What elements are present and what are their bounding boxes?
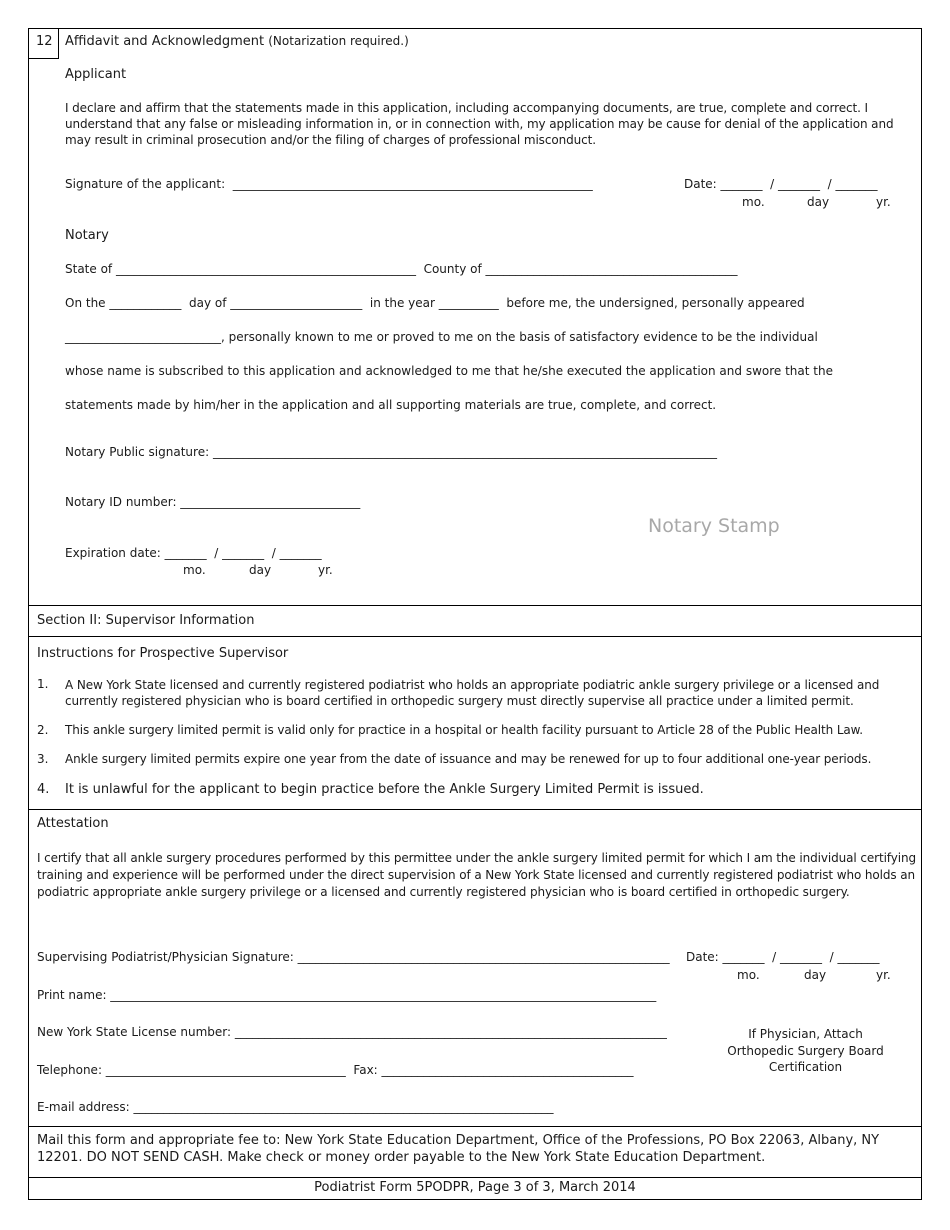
attestation-heading: Attestation: [37, 816, 109, 831]
date-day-label: day: [807, 195, 830, 209]
state-county-field[interactable]: State of __________________________________________________ County of __________________________________________: [65, 262, 738, 276]
on-the-day-field[interactable]: On the ____________ day of ______________________ in the year __________ before me, the undersigned, personally appeared: [65, 296, 805, 310]
section-number: 12: [36, 34, 53, 49]
instruction-num: 3.: [37, 752, 49, 766]
print-name-field[interactable]: Print name: ___________________________________________________________________________________________: [37, 988, 657, 1002]
instructions-heading: Instructions for Prospective Supervisor: [37, 646, 289, 661]
exp-yr-label: yr.: [318, 563, 333, 577]
instruction-text: It is unlawful for the applicant to begin practice before the Ankle Surgery Limited Permit is issued.: [65, 782, 704, 797]
attestation-text: I certify that all ankle surgery procedures performed by this permittee under the ankle surgery limited permit for which I am the individual certifying training and experience will be performed under the direct supervision of a New York State licensed and currently registered podiatrist who holds an podiatric appropriate ankle surgery privilege or a licensed and currently registered physician who is board certified in orthopedic surgery.: [37, 851, 916, 899]
physician-note: If Physician, Attach Orthopedic Surgery Board Certification: [727, 1027, 884, 1074]
section-title: [65, 34, 409, 49]
instruction-text: A New York State licensed and currently registered podiatrist who holds an appropriate podiatric ankle surgery privilege or a licensed and currently registered physician who is board certified in orthopedic surgery must directly supervise all practice under a limited permit.: [65, 678, 880, 708]
date-yr-label: yr.: [876, 195, 891, 209]
declaration-text: I declare and affirm that the statements made in this application, including accompanying documents, are true, complete and correct. I understand that any false or misleading information in, or in connection with, my application may be cause for denial of the application and may result in criminal prosecution and/or the filing of charges of professional misconduct.: [65, 101, 894, 147]
sup-date-yr-label: yr.: [876, 968, 891, 982]
sup-date-day-label: day: [804, 968, 827, 982]
applicant-date-field[interactable]: Date: _______ / _______ / _______: [684, 177, 878, 191]
whose-name-text: whose name is subscribed to this application and acknowledged to me that he/she executed the application and swore that the: [65, 364, 833, 378]
telephone-fax-field[interactable]: Telephone: ________________________________________ Fax: __________________________________________: [37, 1063, 634, 1077]
supervisor-date-field[interactable]: Date: _______ / _______ / _______: [686, 950, 880, 964]
applicant-signature-field[interactable]: Signature of the applicant: ____________________________________________________________: [65, 177, 593, 191]
mail-text: Mail this form and appropriate fee to: New York State Education Department, Office of the Professions, PO Box 22063, Albany, NY 12201. DO NOT SEND CASH. Make check or money order payable to the New York State Education Department.: [37, 1133, 880, 1165]
section-2-heading: Section II: Supervisor Information: [37, 613, 255, 628]
supervisor-signature-field[interactable]: Supervising Podiatrist/Physician Signature: ______________________________________________________________: [37, 950, 670, 964]
applicant-heading: Applicant: [65, 67, 127, 82]
email-field[interactable]: E-mail address: ______________________________________________________________________: [37, 1100, 554, 1114]
instruction-num: 2.: [37, 723, 49, 737]
section-title-note: (Notarization required.): [268, 34, 409, 48]
section-title-text: Affidavit and Acknowledgment: [65, 34, 265, 49]
expiration-date-field[interactable]: Expiration date: _______ / _______ / _______: [65, 546, 322, 560]
exp-mo-label: mo.: [183, 563, 206, 577]
notary-stamp-label: Notary Stamp: [648, 515, 780, 537]
footer-text: Podiatrist Form 5PODPR, Page 3 of 3, March 2014: [314, 1180, 636, 1195]
instruction-num: 4.: [37, 782, 50, 797]
instruction-text: Ankle surgery limited permits expire one year from the date of issuance and may be renewed for up to four additional one-year periods.: [65, 752, 872, 766]
sup-date-mo-label: mo.: [737, 968, 760, 982]
personally-appeared-field[interactable]: __________________________, personally known to me or proved to me on the basis of satisfactory evidence to be the individual: [65, 330, 818, 344]
statements-text: statements made by him/her in the application and all supporting materials are true, complete, and correct.: [65, 398, 717, 412]
instruction-text: This ankle surgery limited permit is valid only for practice in a hospital or health facility pursuant to Article 28 of the Public Health Law.: [65, 723, 864, 737]
instruction-num: 1.: [37, 677, 49, 691]
notary-signature-field[interactable]: Notary Public signature: ____________________________________________________________________________________: [65, 445, 717, 459]
notary-heading: Notary: [65, 228, 109, 243]
notary-id-field[interactable]: Notary ID number: ______________________________: [65, 495, 361, 509]
license-number-field[interactable]: New York State License number: ________________________________________________________________________: [37, 1025, 667, 1039]
date-mo-label: mo.: [742, 195, 765, 209]
exp-day-label: day: [249, 563, 272, 577]
